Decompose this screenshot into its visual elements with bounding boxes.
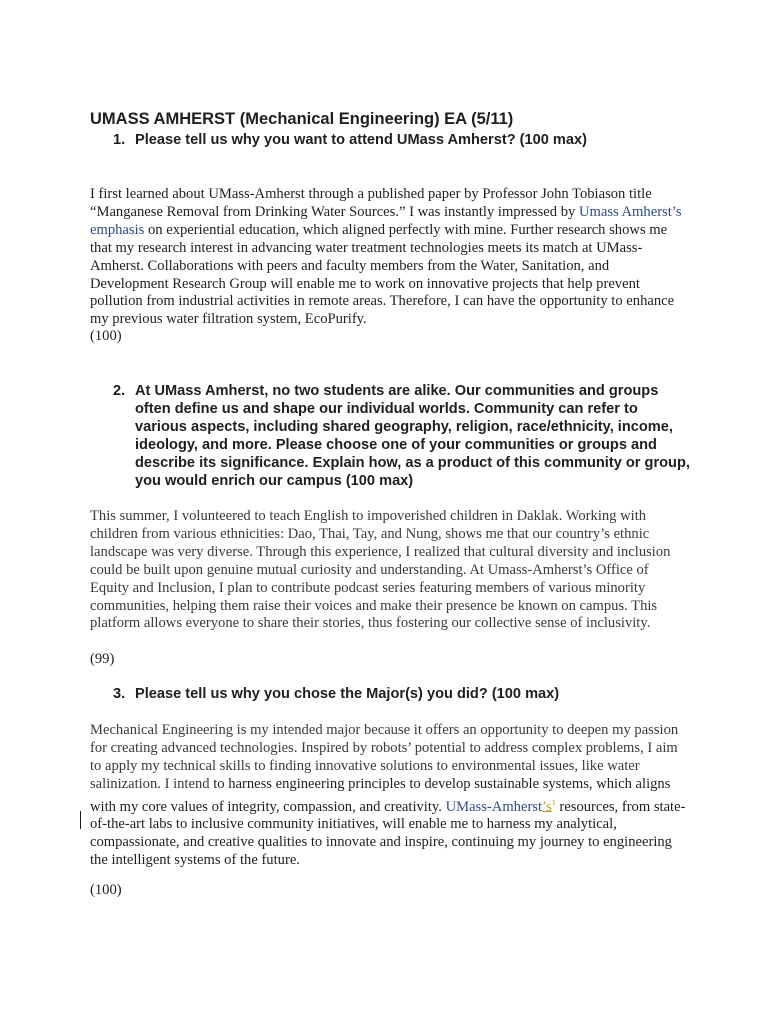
- question-text: Please tell us why you want to attend UMass Amherst? (100 max): [135, 132, 587, 148]
- answer-text: Mechanical Engineering is my intended major because it offers an opportunity to deepen my passion for creating advanced technologies. Inspired by robots’ potential to address complex problems, I aim to apply my technical skills to finding innovative solutions to environmental issues, like water salinization. I intend: [90, 722, 679, 792]
- text-cursor: [80, 811, 81, 829]
- word-count-3: (100): [90, 882, 122, 898]
- answer-text: resources, from state-of-the-art labs to inclusive community initiatives, will enable me to harness my analytical, compassionate, and creative qualities to innovate and inspire, continuing my journey to engineering the intelligent systems of the future.: [90, 798, 686, 869]
- answer-2[interactable]: [90, 508, 690, 633]
- document-title: UMASS AMHERST (Mechanical Engineering) EA (5/11): [90, 110, 514, 128]
- answer-link-text: UMass-Amherst: [445, 798, 543, 815]
- word-count-2: (99): [90, 651, 115, 667]
- question-number: 3.: [113, 686, 126, 702]
- answer-link-text: Umass Amherst’s emphasis: [90, 203, 682, 238]
- question-3: [113, 686, 693, 704]
- answer-text: I first learned about UMass-Amherst through a published paper by Professor John Tobiason title “Manganese Removal from Drinking Water Sources.” I was instantly impressed by: [90, 186, 652, 220]
- word-count-1: (100): [90, 328, 122, 344]
- question-2: [113, 383, 693, 490]
- tracked-change-text: ’s: [542, 798, 552, 815]
- question-text: Please tell us why you chose the Major(s) you did? (100 max): [135, 686, 560, 702]
- question-number: 2.: [113, 383, 126, 399]
- question-text: At UMass Amherst, no two students are alike. Our communities and groups often define us and shape our individual worlds. Community can refer to various aspects, including shared geography, religion, race/ethnicity, income, ideology, and more. Please choose one of your communities or groups and describe its significance. Explain how, as a product of this community or group, you would enrich our campus (100 max): [135, 383, 690, 489]
- answer-text: This summer, I volunteered to teach English to impoverished children in Daklak. Working with children from various ethnicities: Dao, Thai, Tay, and Nung, shows me that our country’s ethnic landscape was very diverse. Through this experience, I realized that cultural diversity and inclusion could be built upon genuine mutual curiosity and understanding. At Umass-Amherst’s Office of Equity and Inclusion, I plan to contribute podcast series featuring members of various minority communities, helping them raise their voices and make their presence be known on campus. This platform allows everyone to share their stories, thus fostering our collective sense of inclusivity.: [90, 508, 671, 632]
- answer-1[interactable]: [90, 186, 690, 329]
- answer-text: on experiential education, which aligned perfectly with mine. Further research shows me that my research interest in advancing water treatment technologies meets its match at UMass-Amherst. Collaborations with peers and faculty members from the Water, Sanitation, and Development Research Group will enable me to work on innovative projects that help prevent pollution from industrial activities in remote areas. Therefore, I can have the opportunity to enhance my previous water filtration system, EcoPurify.: [90, 221, 675, 328]
- question-number: 1.: [113, 132, 126, 148]
- question-1: [113, 132, 693, 150]
- comment-marker[interactable]: 1: [551, 797, 556, 807]
- answer-text: to harness engineering principles to develop sustainable systems, which aligns with my core values of integrity, compassion, and creativity.: [90, 775, 671, 815]
- answer-3[interactable]: [90, 722, 690, 870]
